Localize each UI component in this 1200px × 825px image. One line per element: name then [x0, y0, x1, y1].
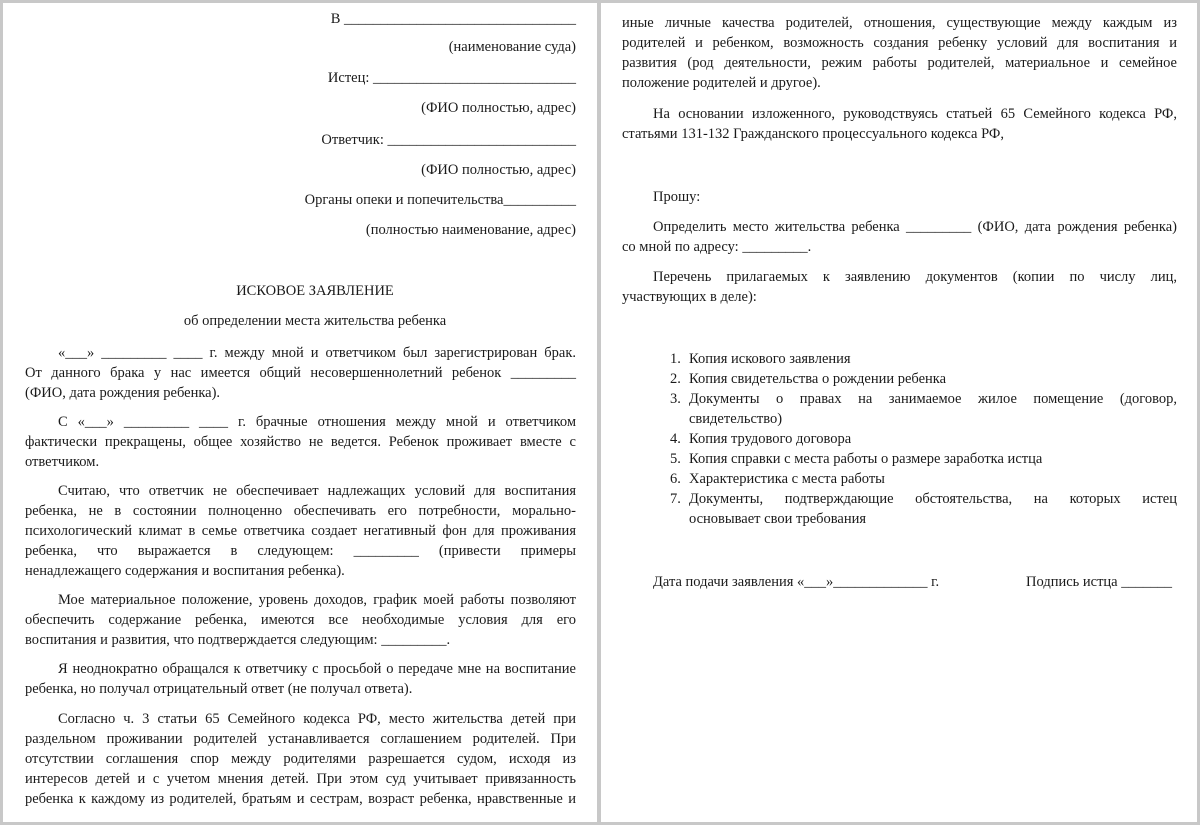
paragraph-line: От данного брака у нас имеется общий несовершеннолетний ребенок _________	[25, 365, 576, 381]
list-item-number: 6.	[670, 471, 681, 487]
paragraph-line: Мое материальное положение, уровень доходов, график моей работы позволяют	[58, 592, 576, 608]
paragraph-line: интересов детей и с учетом мнения детей. При этом суд учитывает привязанность	[25, 771, 576, 787]
list-item-number: 7.	[670, 491, 681, 507]
paragraph-line: «___» _________ ____ г. между мной и ответчиком был зарегистрирован брак.	[58, 345, 576, 361]
paragraph-line: развития (род деятельности, режим работы родителей, материальное и семейное	[622, 55, 1177, 71]
request-heading: Прошу:	[653, 189, 701, 205]
list-item: Копия искового заявления	[689, 351, 851, 367]
list-item: Документы о правах на занимаемое жилое помещение (договор,	[689, 391, 1177, 407]
list-item: Копия трудового договора	[689, 431, 852, 447]
paragraph-line: Определить место жительства ребенка _________ (ФИО, дата рождения ребенка)	[653, 219, 1177, 235]
paragraph-line: Согласно ч. 3 статьи 65 Семейного кодекса РФ, место жительства детей при	[58, 711, 576, 727]
paragraph-line: ребенка, что выражается в следующем: _________ (привести примеры	[25, 543, 576, 559]
paragraph-line: родителей и ребенком, возможность создания ребенку условий для воспитания и	[622, 35, 1177, 51]
plaintiff-field: Истец: ____________________________	[327, 70, 576, 86]
paragraph-line: Перечень прилагаемых к заявлению документов (копии по числу лиц,	[653, 269, 1177, 285]
paragraph-line: Считаю, что ответчик не обеспечивает надлежащих условий для воспитания	[58, 483, 576, 499]
list-item-continuation: основывает свои требования	[689, 511, 867, 527]
paragraph-line: С «___» _________ ____ г. брачные отношения между мной и ответчиком	[58, 414, 576, 430]
list-item-number: 5.	[670, 451, 681, 467]
paragraph-line: психологический климат в семье ответчика создает негативный фон для проживания	[25, 523, 576, 539]
signature-field: Подпись истца _______	[1026, 574, 1172, 590]
filing-date-field: Дата подачи заявления «___»_____________ г.	[653, 574, 940, 590]
paragraph-line: ненадлежащего содержания и воспитания ребенка).	[25, 563, 345, 579]
paragraph-line: положение родителей и другое).	[622, 75, 821, 91]
list-item-number: 2.	[670, 371, 681, 387]
defendant-field-hint: (ФИО полностью, адрес)	[421, 162, 576, 178]
document-subtitle: об определении места жительства ребенка	[183, 313, 447, 329]
list-item: Характеристика с места работы	[689, 471, 885, 487]
list-item-number: 4.	[670, 431, 681, 447]
document-page-right	[601, 3, 1197, 822]
plaintiff-field-hint: (ФИО полностью, адрес)	[421, 100, 576, 116]
court-field: В ________________________________	[330, 11, 576, 27]
list-item-continuation: свидетельство)	[689, 411, 783, 427]
paragraph-line: Я неоднократно обращался к ответчику с просьбой о передаче мне на воспитание	[58, 661, 576, 677]
paragraph-line: статьями 131-132 Гражданского процессуального кодекса РФ,	[622, 126, 1004, 142]
paragraph-line: обеспечить содержание ребенка, имеются все необходимые условия для его	[25, 612, 576, 628]
paragraph-line: фактически прекращены, общее хозяйство не ведется. Ребенок проживает вместе с	[25, 434, 576, 450]
paragraph-line: ребенка, но получал отрицательный ответ (не получал ответа).	[25, 681, 413, 697]
paragraph-line: участвующих в деле):	[622, 289, 757, 305]
list-item: Документы, подтверждающие обстоятельства, на которых истец	[689, 491, 1177, 507]
document-page-left	[3, 3, 597, 822]
guardianship-field-hint: (полностью наименование, адрес)	[365, 222, 576, 238]
list-item: Копия свидетельства о рождении ребенка	[689, 371, 947, 387]
paragraph-line: На основании изложенного, руководствуясь статьей 65 Семейного кодекса РФ,	[653, 106, 1177, 122]
paragraph-line: ребенка, не в состоянии полноценно обеспечивать его потребности, морально-	[25, 503, 576, 519]
paragraph-line: со мной по адресу: _________.	[622, 239, 812, 255]
guardianship-field: Органы опеки и попечительства__________	[304, 192, 576, 208]
paragraph-line: (ФИО, дата рождения ребенка).	[25, 385, 221, 401]
document-title: ИСКОВОЕ ЗАЯВЛЕНИЕ	[236, 283, 394, 299]
list-item-number: 1.	[670, 351, 681, 367]
paragraph-line: отсутствии соглашения спор между родителями разрешается судом, исходя из	[25, 751, 576, 767]
defendant-field: Ответчик: __________________________	[321, 132, 576, 148]
paragraph-line: иные личные качества родителей, отношения, существующие между каждым из	[622, 15, 1177, 31]
paragraph-line: раздельном проживании родителей устанавливается соглашением родителей. При	[25, 731, 576, 747]
list-item: Копия справки с места работы о размере заработка истца	[689, 451, 1043, 467]
paragraph-line: воспитания и развития, что подтверждается следующим: _________.	[25, 632, 451, 648]
paragraph-line: ответчиком.	[25, 454, 100, 470]
paragraph-line: ребенка к каждому из родителей, братьям и сестрам, возраст ребенка, нравственные и	[25, 791, 576, 807]
court-field-hint: (наименование суда)	[448, 39, 576, 55]
list-item-number: 3.	[670, 391, 681, 407]
